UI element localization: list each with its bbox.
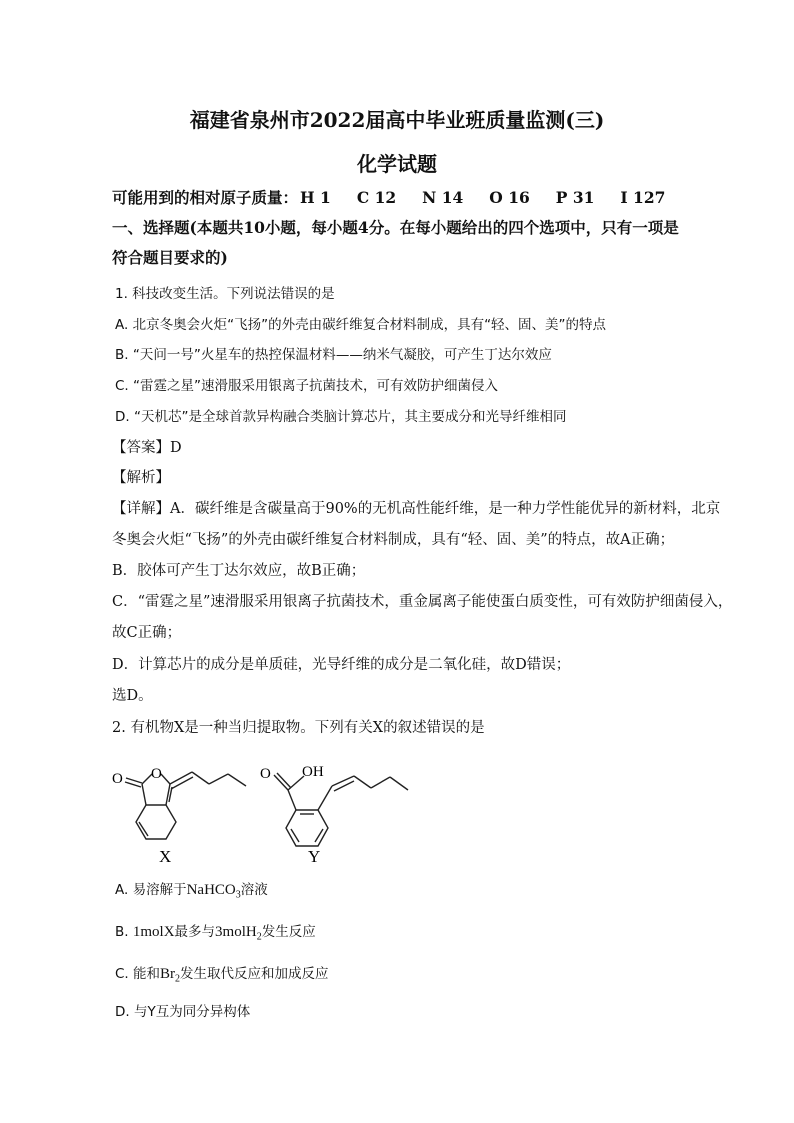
molecule-structures-figure bbox=[108, 750, 428, 866]
q2-option-d: D. 与Y互为同分异构体 bbox=[115, 1004, 251, 1020]
question-2-stem: 2. 有机物X是一种当归提取物。下列有关X的叙述错误的是 bbox=[112, 720, 485, 736]
q1-detail-line: C．“雷霆之星”速滑服采用银离子抗菌技术，重金属离子能使蛋白质变性，可有效防护细菌侵入， bbox=[112, 594, 733, 610]
question-1-stem: 1. 科技改变生活。下列说法错误的是 bbox=[115, 286, 335, 302]
q1-detail-line: 选D。 bbox=[112, 688, 153, 704]
y-hydroxyl-group: OH bbox=[302, 764, 324, 780]
q2-option-a-suffix: 溶液 bbox=[240, 882, 268, 898]
q2-option-b-formula-2: 3molH bbox=[215, 924, 257, 940]
atomic-mass-line bbox=[112, 186, 691, 208]
q2-option-a bbox=[115, 878, 268, 901]
q2-option-c-formula: Br bbox=[160, 966, 176, 982]
q1-option-b: B. “天问一号”火星车的热控保温材料——纳米气凝胶，可产生丁达尔效应 bbox=[115, 347, 552, 363]
q2-option-c-prefix: C. 能和 bbox=[115, 966, 161, 982]
q1-analysis-label: 【解析】 bbox=[112, 470, 170, 486]
atomic-mass-item: C 12 bbox=[356, 188, 397, 207]
molecule-x-label: X bbox=[159, 847, 172, 866]
q2-option-b-subscript: 2 bbox=[256, 931, 262, 943]
q2-option-c bbox=[115, 962, 329, 985]
section-heading: 一、选择题(本题共10小题，每小题4分。在每小题给出的四个选项中，只有一项是 bbox=[112, 218, 679, 237]
q1-option-c: C. “雷霆之星”速滑服采用银离子抗菌技术，可有效防护细菌侵入 bbox=[115, 378, 498, 394]
atomic-mass-item: H 1 bbox=[300, 188, 331, 207]
q1-option-d: D. “天机芯”是全球首款异构融合类脑计算芯片，其主要成分和光导纤维相同 bbox=[115, 409, 567, 425]
document-subtitle: 化学试题 bbox=[357, 152, 437, 176]
document-title: 福建省泉州市2022届高中毕业班质量监测(三) bbox=[189, 108, 605, 132]
q2-option-b-mid: 最多与 bbox=[174, 924, 216, 940]
atomic-mass-label: 可能用到的相对原子质量： bbox=[112, 188, 299, 207]
atomic-mass-item: P 31 bbox=[555, 188, 595, 207]
q2-option-a-subscript: 3 bbox=[235, 889, 241, 901]
x-six-ring bbox=[136, 805, 176, 839]
q1-detail-line: B．胶体可产生丁达尔效应，故B正确； bbox=[112, 563, 366, 579]
atomic-mass-item: I 127 bbox=[620, 188, 666, 207]
x-ring-oxygen: O bbox=[151, 766, 162, 782]
y-carbonyl-oxygen: O bbox=[260, 766, 271, 782]
x-carbonyl-oxygen: O bbox=[112, 771, 123, 787]
molecule-y-label: Y bbox=[308, 847, 321, 866]
q1-answer: 【答案】D bbox=[112, 440, 182, 456]
atomic-mass-item: O 16 bbox=[489, 188, 530, 207]
q2-option-b-suffix: 发生反应 bbox=[261, 924, 316, 940]
y-benzene-ring bbox=[286, 810, 328, 846]
q2-option-c-subscript: 2 bbox=[175, 973, 181, 985]
q2-option-b-prefix: B. bbox=[115, 924, 133, 940]
q2-option-a-prefix: A. 易溶解于 bbox=[115, 882, 187, 898]
q1-detail-line: 冬奥会火炬“飞扬”的外壳由碳纤维复合材料制成，具有“轻、固、美”的特点，故A正确； bbox=[112, 532, 675, 548]
q2-option-b bbox=[115, 920, 316, 943]
section-heading-cont: 符合题目要求的) bbox=[112, 248, 228, 267]
q1-detail-line: 【详解】A．碳纤维是含碳量高于90%的无机高性能纤维，是一种力学性能优异的新材料，北京 bbox=[112, 501, 721, 517]
q2-option-c-suffix: 发生取代反应和加成反应 bbox=[180, 966, 329, 982]
atomic-mass-item: N 14 bbox=[422, 188, 464, 207]
q2-option-b-formula: 1molX bbox=[132, 924, 175, 940]
q1-option-a: A. 北京冬奥会火炬“飞扬”的外壳由碳纤维复合材料制成，具有“轻、固、美”的特点 bbox=[115, 317, 607, 333]
q2-option-a-formula: NaHCO bbox=[186, 882, 236, 898]
q1-detail-line: 故C正确； bbox=[112, 625, 182, 641]
q1-detail-line: D．计算芯片的成分是单质硅，光导纤维的成分是二氧化硅，故D错误； bbox=[112, 657, 571, 673]
